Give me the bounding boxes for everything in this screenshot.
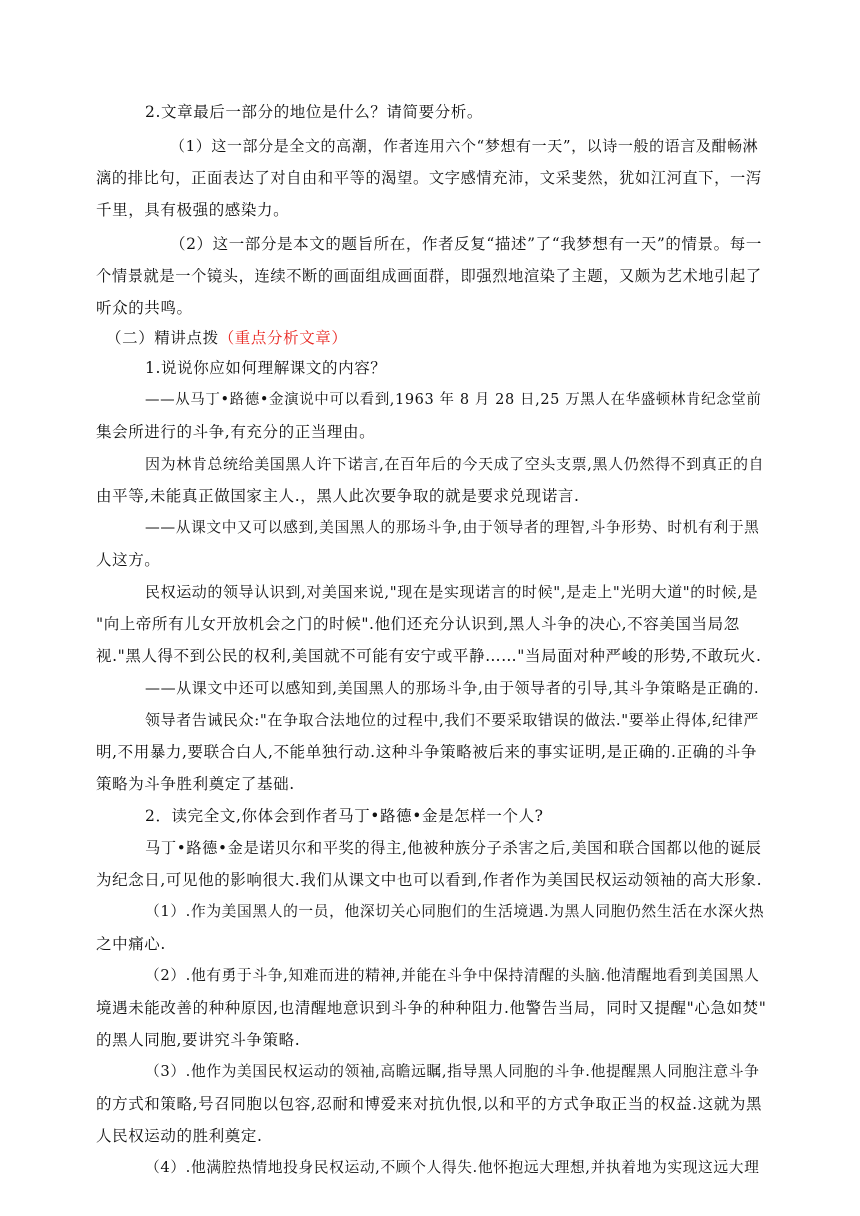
section-heading-text: （二）精讲点拨 (106, 329, 219, 347)
paragraph-line: 为纪念日,可见他的影响很大.我们从课文中也可以看到,作者作为美国民权运动领袖的高大形象. (96, 871, 763, 889)
paragraph-line: 马丁•路德•金是诺贝尔和平奖的得主,他被种族分子杀害之后,美国和联合国都以他的诞辰 (145, 839, 762, 857)
answer-2-line-3: 听众的共鸣。 (96, 299, 193, 317)
point-1-line-2: 之中痛心. (96, 935, 166, 953)
paragraph-line: 人这方。 (96, 551, 161, 569)
paragraph-line: "向上帝所有儿女开放机会之门的时候".他们还充分认识到,黑人斗争的决心,不容美国当局忽 (96, 615, 740, 633)
paragraph-line: 明,不用暴力,要联合白人,不能单独行动.这种斗争策略被后来的事实证明,是正确的.正确的斗争 (96, 743, 758, 761)
paragraph-line: 领导者告诫民众:"在争取合法地位的过程中,我们不要采取错误的做法."要举止得体,纪律严 (145, 711, 759, 729)
section-heading (106, 328, 348, 348)
question-2-heading: 2.文章最后一部分的地位是什么？请简要分析。 (145, 103, 483, 121)
paragraph-line: 策略为斗争胜利奠定了基础. (96, 775, 295, 793)
answer-2-line-1: （2）这一部分是本文的题旨所在，作者反复“描述”了“我梦想有一天”的情景。每一 (170, 235, 762, 253)
answer-1-line-2: 漓的排比句，正面表达了对自由和平等的渴望。文字感情充沛，文采斐然，犹如江河直下，一泻 (96, 169, 762, 187)
paragraph-line: 民权运动的领导认识到,对美国来说,"现在是实现诺言的时候",是走上"光明大道"的时候,是 (145, 583, 759, 601)
point-3-line-1: （3）.他作为美国民权运动的领袖,高瞻远瞩,指导黑人同胞的斗争.他提醒黑人同胞注意斗争 (145, 1063, 760, 1080)
paragraph-line: 因为林肯总统给美国黑人许下诺言,在百年后的今天成了空头支票,黑人仍然得不到真正的自 (145, 455, 765, 473)
point-4-line-1: （4）.他满腔热情地投身民权运动,不顾个人得失.他怀抱远大理想,并执着地为实现这远大理 (145, 1159, 760, 1176)
point-1-line-1: （1）.作为美国黑人的一员，他深切关心同胞们的生活境遇.为黑人同胞仍然生活在水深火热 (145, 903, 765, 920)
answer-1-line-3: 千里，具有极强的感染力。 (96, 201, 290, 219)
paragraph-line: ——从马丁•路德•金演说中可以看到,1963 年 8 月 28 日,25 万黑人在华盛顿林肯纪念堂前 (145, 392, 762, 408)
section-heading-note: （重点分析文章） (218, 329, 348, 347)
paragraph-line: 集会所进行的斗争,有充分的正当理由。 (96, 423, 376, 441)
paragraph-line: ——从课文中还可以感知到,美国黑人的那场斗争,由于领导者的引导,其斗争策略是正确的. (145, 679, 760, 697)
point-3-line-3: 人民权运动的胜利奠定. (96, 1127, 263, 1145)
answer-1-line-1: （1）这一部分是全文的高潮，作者连用六个“梦想有一天”，以诗一般的语言及酣畅淋 (170, 137, 759, 155)
point-3-line-2: 的方式和策略,号召同胞以包容,忍耐和博爱来对抗仇恨,以和平的方式争取正当的权益.这就为黑 (96, 1095, 763, 1113)
point-2-line-3: 的黑人同胞,要讲究斗争策略. (96, 1031, 301, 1049)
paragraph-line: 由平等,未能真正做国家主人.，黑人此次要争取的就是要求兑现诺言. (96, 487, 580, 505)
question-2b-heading: 2．读完全文,你体会到作者马丁•路德•金是怎样一个人? (145, 807, 544, 825)
paragraph-line: 视."黑人得不到公民的权利,美国就不可能有安宁或平静……"当局面对种严峻的形势,不敢玩火. (96, 647, 762, 665)
point-2-line-2: 境遇未能改善的种种原因,也清醒地意识到斗争的种种阻力.他警告当局，同时又提醒"心急如焚" (96, 999, 767, 1017)
paragraph-line: ——从课文中又可以感到,美国黑人的那场斗争,由于领导者的理智,斗争形势、时机有利于黑 (145, 519, 760, 536)
question-1-heading: 1.说说你应如何理解课文的内容？ (145, 359, 387, 377)
answer-2-line-2: 个情景就是一个镜头，连续不断的画面组成画面群，即强烈地渲染了主题，又颇为艺术地引起了 (96, 267, 762, 285)
point-2-line-1: （2）.他有勇于斗争,知难而进的精神,并能在斗争中保持清醒的头脑.他清醒地看到美国黑人 (145, 967, 760, 984)
